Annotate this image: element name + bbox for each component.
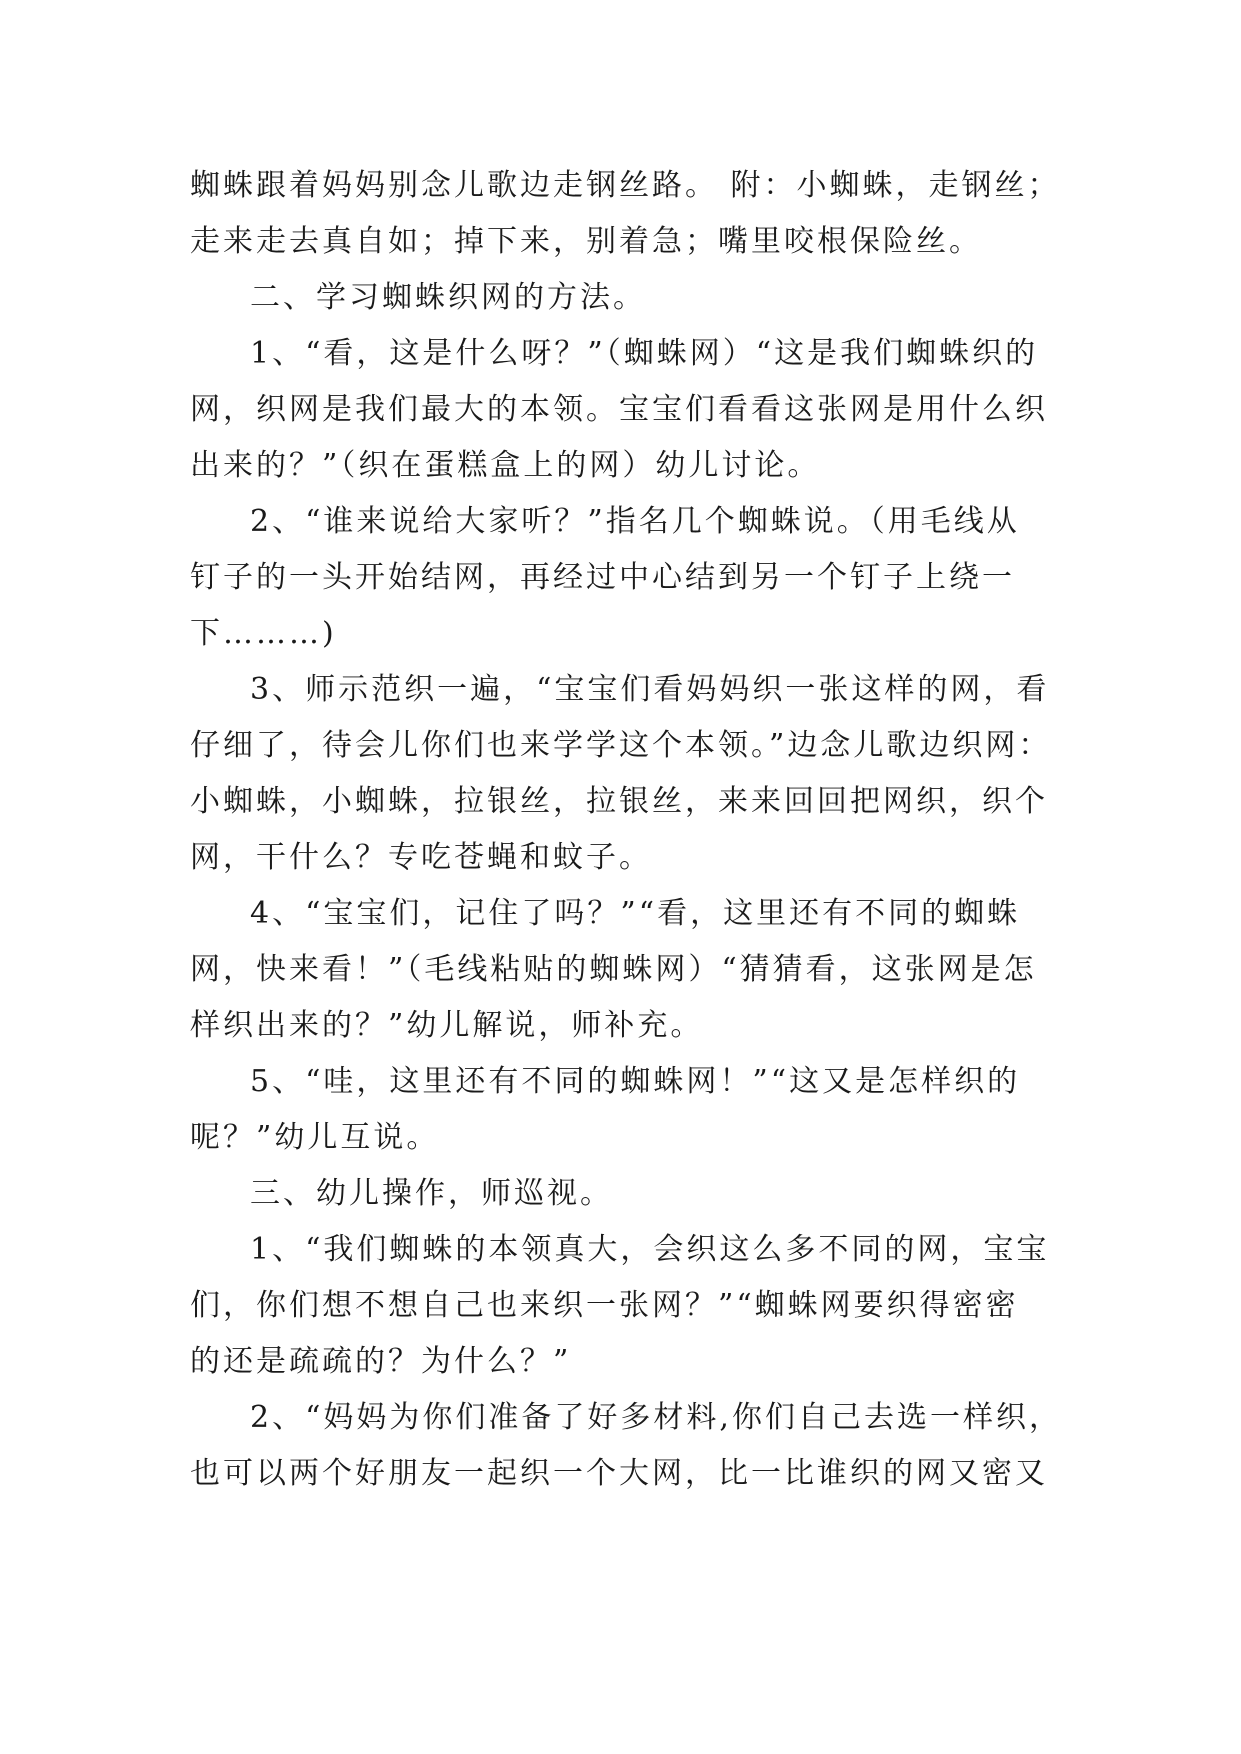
text-line: 5、“哇，这里还有不同的蜘蛛网！”“这又是怎样织的 bbox=[250, 1064, 1021, 1099]
text-line: 2、“谁来说给大家听？”指名几个蜘蛛说。（用毛线从 bbox=[250, 504, 1020, 539]
text-line: 呢？”幼儿互说。 bbox=[190, 1120, 440, 1155]
text-line: 网，干什么？专吃苍蝇和蚊子。 bbox=[190, 840, 652, 875]
text-line: 网，织网是我们最大的本领。宝宝们看看这张网是用什么织 bbox=[190, 392, 1048, 427]
text-line: 4、“宝宝们，记住了吗？”“看，这里还有不同的蜘蛛 bbox=[250, 896, 1021, 931]
text-line: 的还是疏疏的？为什么？” bbox=[190, 1344, 572, 1379]
text-line: 样织出来的？”幼儿解说，师补充。 bbox=[190, 1008, 704, 1043]
section-heading: 二、学习蜘蛛织网的方法。 bbox=[250, 280, 646, 315]
text-line: 1、“我们蜘蛛的本领真大，会织这么多不同的网，宝宝 bbox=[250, 1232, 1050, 1267]
text-line: 钉子的一头开始结网，再经过中心结到另一个钉子上绕一 bbox=[190, 560, 1015, 595]
text-line: 小蜘蛛，小蜘蛛，拉银丝，拉银丝，来来回回把网织，织个 bbox=[190, 784, 1048, 819]
text-line: 2、“妈妈为你们准备了好多材料,你们自己去选一样织， bbox=[250, 1400, 1062, 1435]
section-heading: 三、幼儿操作，师巡视。 bbox=[250, 1176, 613, 1211]
text-line: 出来的？”（织在蛋糕盒上的网）幼儿讨论。 bbox=[190, 448, 821, 483]
text-line: 网，快来看！”（毛线粘贴的蜘蛛网）“猜猜看，这张网是怎 bbox=[190, 952, 1037, 987]
text-line: 蜘蛛跟着妈妈别念儿歌边走钢丝路。 附：小蜘蛛，走钢丝； bbox=[190, 168, 1061, 203]
text-line: 也可以两个好朋友一起织一个大网，比一比谁织的网又密又 bbox=[190, 1456, 1048, 1491]
text-line: 1、“看，这是什么呀？”（蜘蛛网）“这是我们蜘蛛织的 bbox=[250, 336, 1039, 371]
text-line: 3、师示范织一遍，“宝宝们看妈妈织一张这样的网，看 bbox=[250, 672, 1050, 707]
text-line: 仔细了，待会儿你们也来学学这个本领。”边念儿歌边织网： bbox=[190, 728, 1052, 763]
text-line: 们，你们想不想自己也来织一张网？”“蜘蛛网要织得密密 bbox=[190, 1288, 1019, 1323]
text-line: 走来走去真自如；掉下来，别着急；嘴里咬根保险丝。 bbox=[190, 224, 982, 259]
text-line: 下………) bbox=[190, 616, 337, 651]
